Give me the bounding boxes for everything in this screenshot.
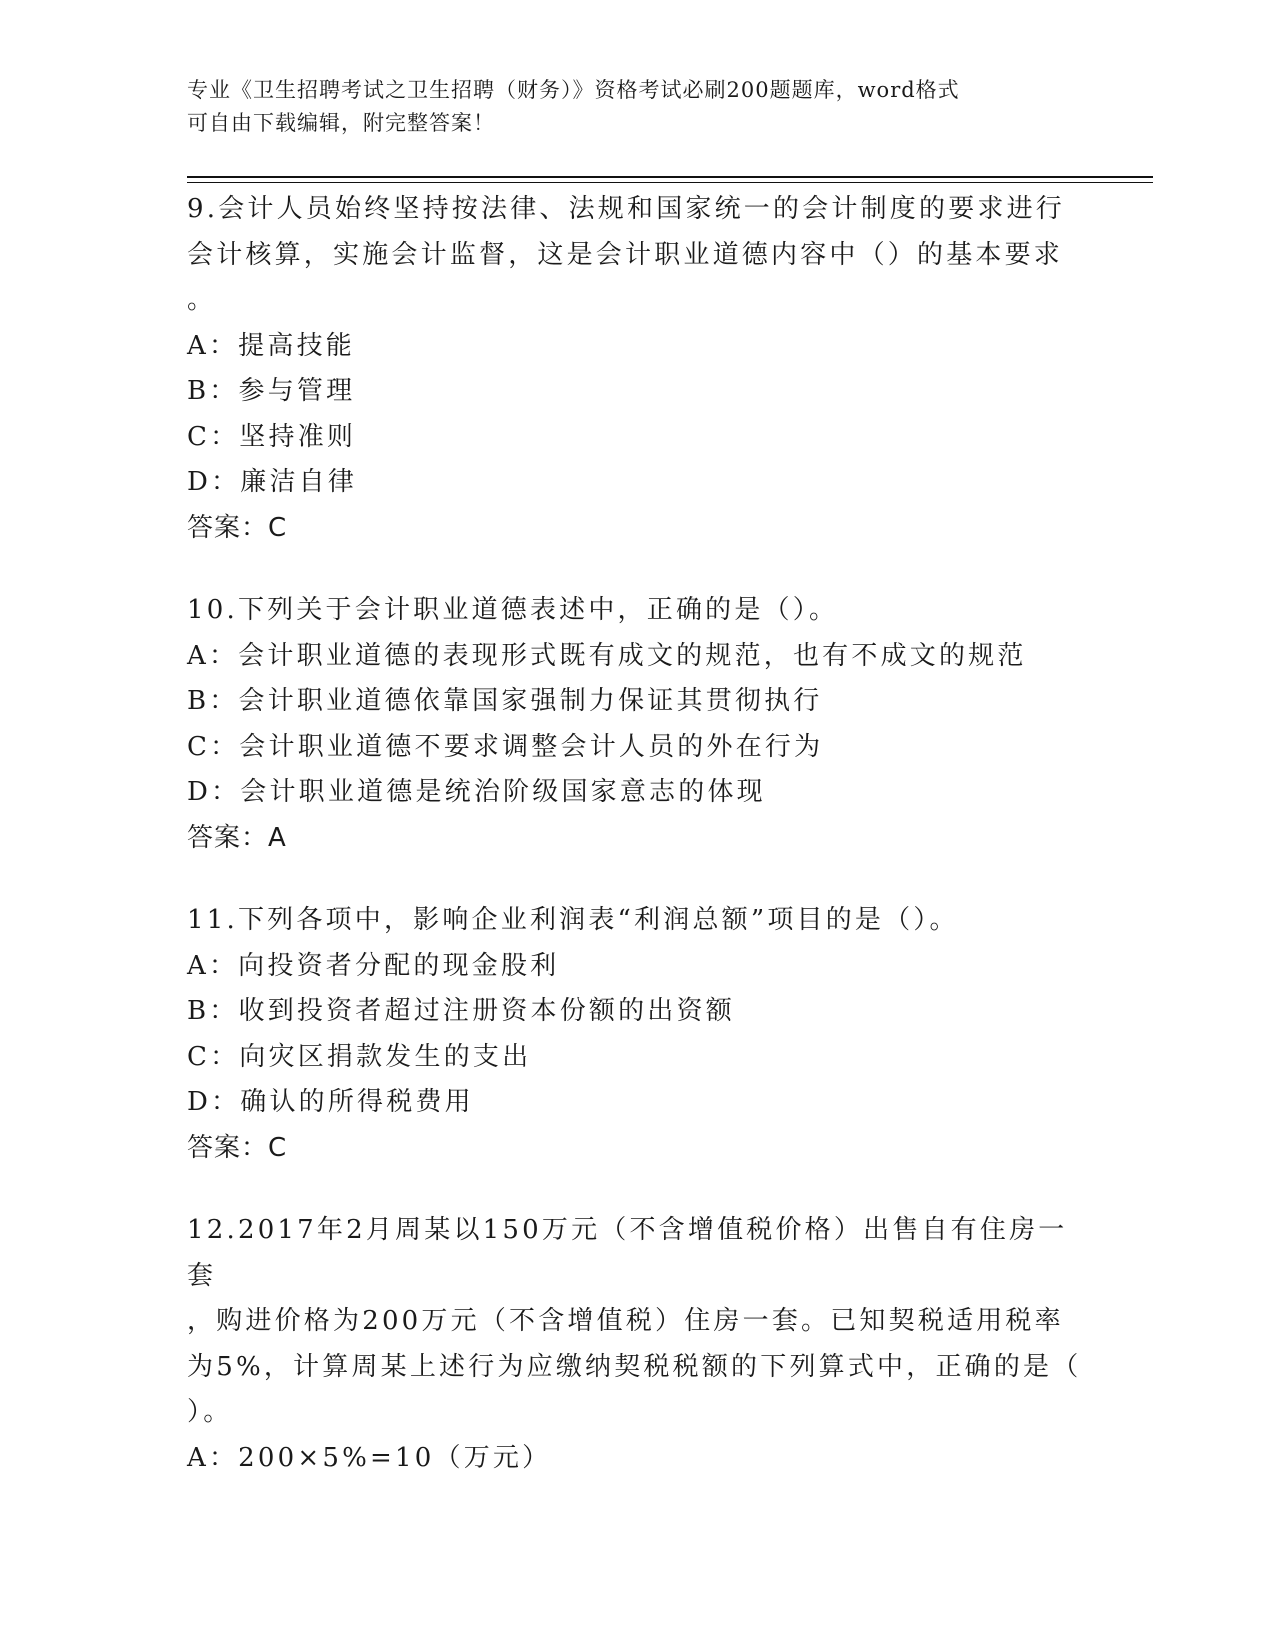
question-stem-line: 9.会计人员始终坚持按法律、法规和国家统一的会计制度的要求进行 bbox=[187, 194, 1066, 224]
option-d: D：廉洁自律 bbox=[187, 467, 358, 497]
answer: 答案：C bbox=[187, 1132, 288, 1163]
question-stem-line: 10.下列关于会计职业道德表述中，正确的是（）。 bbox=[187, 595, 839, 625]
question-10 bbox=[187, 588, 1087, 861]
document-header bbox=[187, 74, 1067, 140]
question-list bbox=[187, 187, 1087, 1481]
header-divider-thin bbox=[187, 182, 1153, 183]
option-a: A：向投资者分配的现金股利 bbox=[187, 950, 560, 981]
option-a: A：会计职业道德的表现形式既有成文的规范，也有不成文的规范 bbox=[187, 640, 1027, 671]
question-stem-line: 为5%，计算周某上述行为应缴纳契税税额的下列算式中，正确的是（ bbox=[187, 1351, 1082, 1382]
answer: 答案：A bbox=[187, 822, 287, 853]
question-stem-line: ，购进价格为200万元（不含增值税）住房一套。已知契税适用税率 bbox=[187, 1306, 1064, 1336]
header-line-1: 专业《卫生招聘考试之卫生招聘（财务）》资格考试必刷200题题库，word格式 bbox=[187, 78, 960, 102]
question-stem-line: ）。 bbox=[187, 1397, 233, 1427]
question-stem-line: 会计核算，实施会计监督，这是会计职业道德内容中（）的基本要求 bbox=[187, 239, 1064, 270]
option-c: C：坚持准则 bbox=[187, 421, 357, 452]
header-line-2: 可自由下载编辑，附完整答案！ bbox=[187, 111, 495, 135]
option-c: C：会计职业道德不要求调整会计人员的外在行为 bbox=[187, 731, 824, 762]
option-d: D：会计职业道德是统治阶级国家意志的体现 bbox=[187, 777, 766, 807]
question-9 bbox=[187, 187, 1087, 551]
option-b: B：会计职业道德依靠国家强制力保证其贯彻执行 bbox=[187, 686, 823, 716]
header-divider-thick bbox=[187, 176, 1153, 178]
option-a: A：提高技能 bbox=[187, 330, 355, 361]
question-stem-line: 11.下列各项中，影响企业利润表“利润总额”项目的是（）。 bbox=[187, 905, 959, 935]
answer: 答案：C bbox=[187, 512, 288, 543]
question-12 bbox=[187, 1208, 1087, 1481]
option-a: A：200×5%=10（万元） bbox=[187, 1442, 552, 1473]
question-11 bbox=[187, 898, 1087, 1171]
question-spacer bbox=[187, 1171, 1087, 1208]
question-stem-line: 。 bbox=[187, 285, 217, 315]
question-stem-line: 12.2017年2月周某以150万元（不含增值税价格）出售自有住房一套 bbox=[187, 1215, 1068, 1291]
option-d: D：确认的所得税费用 bbox=[187, 1087, 474, 1117]
question-spacer bbox=[187, 861, 1087, 898]
option-b: B：参与管理 bbox=[187, 376, 356, 406]
question-spacer bbox=[187, 551, 1087, 588]
option-b: B：收到投资者超过注册资本份额的出资额 bbox=[187, 996, 735, 1026]
option-c: C：向灾区捐款发生的支出 bbox=[187, 1041, 532, 1072]
